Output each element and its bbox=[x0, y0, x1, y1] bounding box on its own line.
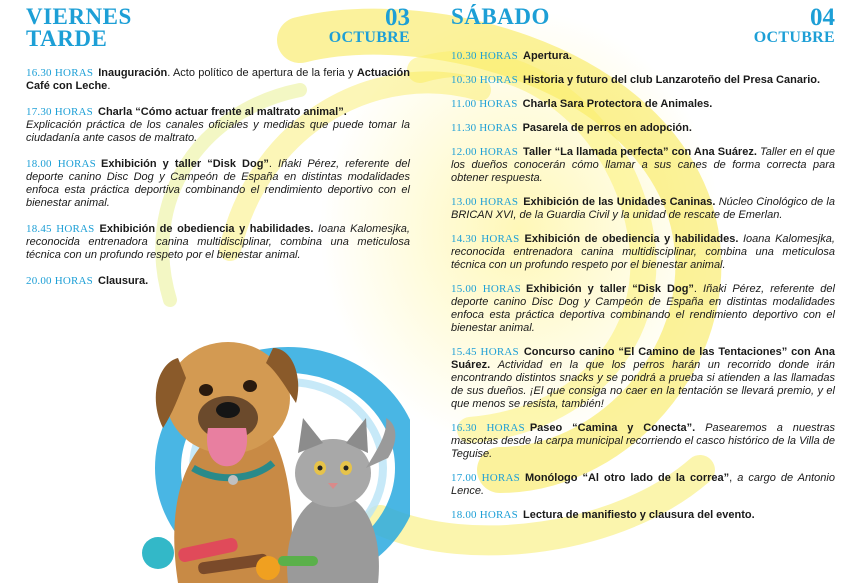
event-title: Concurso canino “El Camino de las Tentaciones” con Ana Suárez. bbox=[451, 346, 835, 371]
event-title: Exhibición de las Unidades Caninas. bbox=[523, 196, 716, 208]
event-title-secondary: Actuación Café con Leche bbox=[26, 67, 410, 92]
event-time: 18.00 HORAS bbox=[451, 509, 518, 521]
event-title: Charla Sara Protectora de Animales. bbox=[522, 98, 713, 110]
event-item bbox=[451, 50, 835, 63]
event-title: Exhibición de obediencia y habilidades. bbox=[99, 223, 314, 235]
event-time: 16.30 HORAS bbox=[451, 422, 525, 434]
event-title: Clausura. bbox=[98, 275, 149, 287]
day-heading: SÁBADO bbox=[451, 4, 550, 29]
event-time: 10.30 HORAS bbox=[451, 50, 518, 62]
event-title: Exhibición de obediencia y habilidades. bbox=[524, 233, 739, 245]
event-time: 15.45 HORAS bbox=[451, 346, 519, 358]
event-text: , bbox=[729, 472, 738, 484]
event-item bbox=[26, 275, 410, 288]
event-time: 15.00 HORAS bbox=[451, 283, 521, 295]
event-description: Ioana Kalomesjka, reconocida entrenadora canina multidisciplinar, combina una meticulosa técnica con un profundo respeto por el bienestar animal. bbox=[26, 223, 410, 261]
event-time: 14.30 HORAS bbox=[451, 233, 520, 245]
event-text bbox=[490, 359, 498, 371]
event-item bbox=[451, 472, 835, 498]
event-description: Actividad en la que los perros harán un recorrido donde irán encontrando distintos snacks y se pondrá a prueba si atienden a las llamadas de sus dueños. ¡El que consiga no caer en la tentación se llevará premio, y el que menos se resista, también! bbox=[451, 359, 835, 410]
dog-and-cat-illustration bbox=[138, 318, 410, 583]
event-title: Inauguración bbox=[98, 67, 168, 79]
event-description: Iñaki Pérez, referente del deporte canino Disc Dog y Campeón de España en distintas modalidades enfoca esta práctica deportiva combinando el rendimiento deportivo con el bienestar animal. bbox=[451, 283, 835, 334]
event-list bbox=[451, 50, 835, 533]
event-item bbox=[451, 196, 835, 222]
event-text: . bbox=[693, 283, 704, 295]
event-item bbox=[451, 74, 835, 87]
event-title: Charla “Cómo actuar frente al maltrato animal”. bbox=[98, 106, 347, 118]
event-time: 10.30 HORAS bbox=[451, 74, 518, 86]
event-item bbox=[26, 106, 410, 145]
event-title: Historia y futuro del club Lanzaroteño del Presa Canario. bbox=[523, 74, 821, 86]
event-time: 12.00 HORAS bbox=[451, 146, 519, 158]
event-title: Monólogo “Al otro lado de la correa” bbox=[524, 472, 730, 484]
event-description: Iñaki Pérez, referente del deporte canino Disc Dog y Campeón de España en distintas modalidades enfoca esta práctica deportiva combinando el rendimiento deportivo con el bienestar animal. bbox=[26, 158, 410, 209]
event-text bbox=[695, 422, 705, 434]
event-title: Pasarela de perros en adopción. bbox=[522, 122, 692, 134]
event-title: Lectura de manifiesto y clausura del evento. bbox=[523, 509, 755, 521]
event-description: Ioana Kalomesjka, reconocida entrenadora canina multidisciplinar, combina una meticulosa técnica con un profundo respeto por el bienestar animal. bbox=[451, 233, 835, 271]
event-item bbox=[451, 122, 835, 135]
event-time: 18.45 HORAS bbox=[26, 223, 95, 235]
event-item bbox=[451, 422, 835, 461]
event-item bbox=[26, 223, 410, 262]
event-title: Taller “La llamada perfecta” con Ana Suárez. bbox=[523, 146, 757, 158]
event-title: Exhibición y taller “Disk Dog” bbox=[101, 158, 269, 170]
date-block bbox=[329, 6, 410, 46]
event-item bbox=[451, 146, 835, 185]
event-text: . Acto político de apertura de la feria y bbox=[167, 67, 357, 79]
event-item bbox=[451, 283, 835, 335]
event-item bbox=[26, 158, 410, 210]
day-heading: VIERNES TARDE bbox=[26, 4, 132, 51]
date-month: OCTUBRE bbox=[753, 29, 835, 46]
event-item bbox=[451, 98, 835, 111]
event-description: Pasearemos a nuestras mascotas desde la carpa municipal recorriendo el casco histórico de la Villa de Teguise. bbox=[451, 422, 835, 460]
event-time: 13.00 HORAS bbox=[451, 196, 519, 208]
event-description: Núcleo Cinológico de la BRICAN XVI, de la Guardia Civil y la unidad de rescate de Emerlan. bbox=[451, 196, 835, 221]
date-number: 04 bbox=[810, 4, 835, 31]
event-description: Explicación práctica de los canales oficiales y medidas que puede tomar la ciudadanía ante casos de maltrato. bbox=[26, 119, 410, 144]
date-block bbox=[754, 6, 835, 46]
event-time: 20.00 HORAS bbox=[26, 275, 93, 287]
event-text: . bbox=[268, 158, 279, 170]
date-number: 03 bbox=[385, 4, 410, 31]
event-title: Exhibición y taller “Disk Dog” bbox=[526, 283, 694, 295]
event-description: a cargo de Antonio Lence. bbox=[451, 472, 835, 497]
event-item bbox=[451, 233, 835, 272]
event-title: Paseo “Camina y Conecta”. bbox=[529, 422, 696, 434]
event-item bbox=[26, 67, 410, 93]
event-title: Apertura. bbox=[523, 50, 572, 62]
event-text: . bbox=[107, 80, 111, 92]
event-time: 11.00 HORAS bbox=[451, 98, 518, 110]
event-time: 17.30 HORAS bbox=[26, 106, 93, 118]
date-month: OCTUBRE bbox=[328, 29, 410, 46]
event-item bbox=[451, 346, 835, 411]
event-item bbox=[451, 509, 835, 522]
event-time: 16.30 HORAS bbox=[26, 67, 94, 79]
event-time: 17.00 HORAS bbox=[451, 472, 520, 484]
event-description: Taller en el que los dueños conocerán cómo llamar a sus canes de forma correcta para obtener respuesta. bbox=[451, 146, 835, 184]
event-list bbox=[26, 67, 410, 301]
event-time: 11.30 HORAS bbox=[451, 122, 518, 134]
event-time: 18.00 HORAS bbox=[26, 158, 96, 170]
